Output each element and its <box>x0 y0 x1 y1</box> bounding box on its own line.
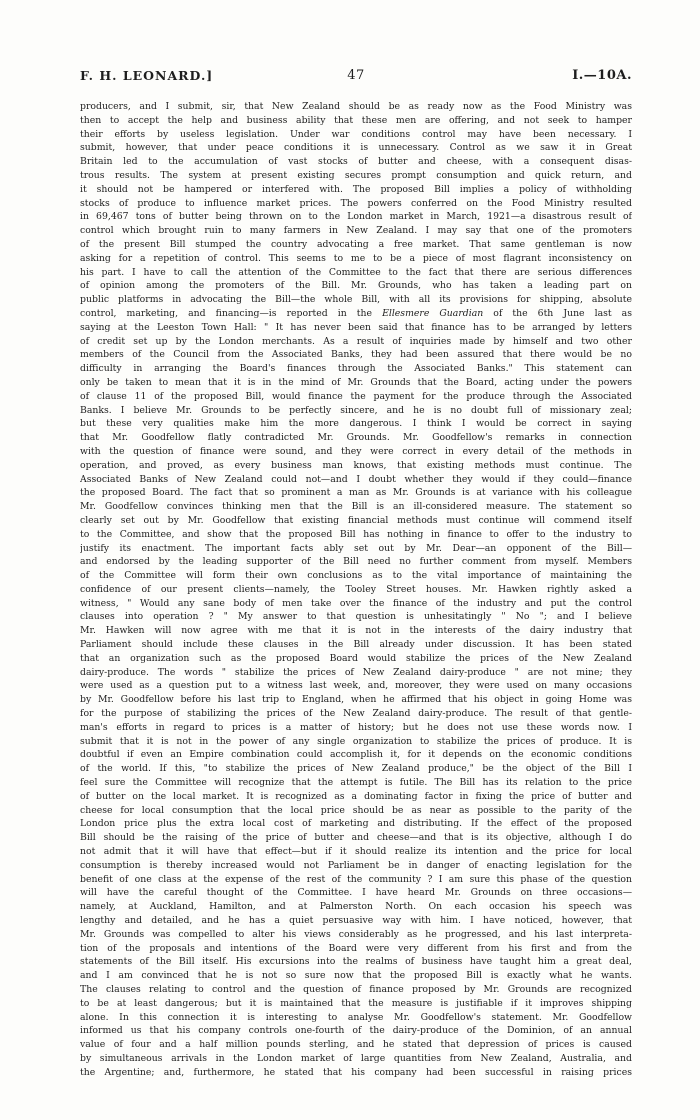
text-line: for the purpose of stabilizing the prices of the New Zealand dairy-produce. The result of that gentle- <box>80 708 632 720</box>
text-line: feel sure the Committee will recognize that the attempt is futile. The Bill has its relation to the price <box>80 777 632 789</box>
text-line: Parliament should include these clauses in the Bill already under discussion. It has been stated <box>80 639 632 651</box>
text-line: only be taken to mean that it is in the mind of Mr. Grounds that the Board, acting under the powers <box>80 376 632 388</box>
text-line: of the world. If this, "to stabilize the prices of New Zealand produce," be the object of the Bill I <box>80 763 632 775</box>
text-line: of butter on the local market. It is recognized as a dominating factor in fixing the price of butter and <box>80 790 632 802</box>
text-line: namely, at Auckland, Hamilton, and at Palmerston North. On each occasion his speech was <box>80 901 632 913</box>
text-line: producers, and I submit, sir, that New Zealand should be as ready now as the Food Ministry was <box>80 101 632 112</box>
text-line: Banks. I believe Mr. Grounds to be perfectly sincere, and he is no doubt full of missionary zeal; <box>80 404 632 416</box>
text-line: members of the Council from the Associated Banks, they had been assured that there would be no <box>80 349 632 361</box>
running-header <box>80 68 632 90</box>
text-line: stocks of produce to influence market prices. The powers conferred on the Food Ministry resulted <box>80 197 632 209</box>
text-line: The clauses relating to control and the question of finance proposed by Mr. Grounds are recognized <box>80 984 632 995</box>
page-number: 47 <box>347 68 365 83</box>
text-line: that Mr. Goodfellow flatly contradicted Mr. Grounds. Mr. Goodfellow's remarks in connection <box>80 432 632 444</box>
text-line: consumption is thereby increased would not Parliament be in danger of enacting legislation for the <box>80 859 632 871</box>
text-line: will have the careful thought of the Committee. I have heard Mr. Grounds on three occasions— <box>80 887 632 899</box>
text-line: value of four and a half million pounds sterling, and he stated that depression of prices is caused <box>80 1039 632 1051</box>
text-line: of clause 11 of the proposed Bill, would finance the payment for the produce through the Associated <box>80 390 632 402</box>
text-line: but these very qualities make him the more dangerous. I think I would be correct in saying <box>80 418 632 430</box>
text-line: Mr. Hawken will now agree with me that it is not in the interests of the dairy industry that <box>80 625 632 637</box>
text-line: man's efforts in regard to prices is a matter of history; but he does not use these words now. I <box>80 721 632 733</box>
text-line: the proposed Board. The fact that so prominent a man as Mr. Grounds is at variance with his colleague <box>80 487 632 499</box>
text-line: London price plus the extra local cost of marketing and distributing. If the effect of the proposed <box>80 818 632 830</box>
text-line: asking for a repetition of control. This seems to me to be a piece of most flagrant inconsistency on <box>80 252 632 264</box>
text-line: that an organization such as the proposed Board would stabilize the prices of the New Zealand <box>80 652 632 664</box>
text-line: clauses into operation ? " My answer to that question is unhesitatingly " No "; and I believe <box>80 611 632 623</box>
text-line: with the question of finance were sound, and they were correct in every detail of the methods in <box>80 445 632 457</box>
text-line: of credit set up by the London merchants. As a result of inquiries made by himself and two other <box>80 335 632 347</box>
speaker-name: F. H. LEONARD.] <box>80 68 214 83</box>
text-line: not admit that it will have that effect—but if it should realize its intention and the price for local <box>80 846 632 858</box>
text-line: their efforts by useless legislation. Under war conditions control may have been necessary. I <box>80 128 632 140</box>
text-line: his part. I have to call the attention of the Committee to the fact that there are serious differences <box>80 266 632 278</box>
text-line: of the present Bill stumped the country advocating a free market. That same gentleman is now <box>80 238 632 250</box>
text-line: benefit of one class at the expense of the rest of the community ? I am sure this phase of the question <box>80 873 632 885</box>
text-line: it should not be hampered or interfered with. The proposed Bill implies a policy of withholding <box>80 183 632 195</box>
text-line: Mr. Grounds was compelled to alter his views considerably as he progressed, and his last interpreta- <box>80 928 632 940</box>
text-line: of the Committee will form their own conclusions as to the vital importance of maintaining the <box>80 570 632 582</box>
text-line: of opinion among the promoters of the Bill. Mr. Grounds, who has taken a leading part on <box>80 280 632 292</box>
paper-reference: I.—10A. <box>572 68 632 83</box>
text-line: the Argentine; and, furthermore, he stated that his company had been successful in raising prices <box>80 1066 632 1078</box>
text-line: submit, however, that under peace conditions it is unnecessary. Control as we saw it in Great <box>80 142 632 154</box>
text-line: Bill should be the raising of the price of butter and cheese—and that is its objective, although I do <box>80 832 632 844</box>
text-line: doubtful if even an Empire combination could accomplish it, for it depends on the economic conditions <box>80 749 632 761</box>
text-line: informed us that his company controls one-fourth of the dairy-produce of the Dominion, of an annual <box>80 1025 632 1037</box>
text-line: control, marketing, and financing—is reported in the Ellesmere Guardian of the 6th June last as <box>80 307 632 319</box>
text-line: Associated Banks of New Zealand could not—and I doubt whether they would if they could—finance <box>80 473 632 485</box>
text-line: saying at the Leeston Town Hall: " It has never been said that finance has to be arranged by letters <box>80 321 632 333</box>
text-line: trous results. The system at present existing secures prompt consumption and quick return, and <box>80 169 632 181</box>
text-line: by Mr. Goodfellow before his last trip to England, when he affirmed that his object in going Home was <box>80 694 632 706</box>
text-line: operation, and proved, as every business man knows, that existing methods must continue. The <box>80 459 632 471</box>
text-line: submit that it is not in the power of any single organization to stabilize the prices of produce. It is <box>80 735 632 747</box>
text-line: statements of the Bill itself. His excursions into the realms of business have taught him a great deal, <box>80 956 632 968</box>
text-line: alone. In this connection it is interesting to analyse Mr. Goodfellow's statement. Mr. Goodfellow <box>80 1011 632 1023</box>
text-line: by simultaneous arrivals in the London market of large quantities from New Zealand, Australia, and <box>80 1052 632 1064</box>
body-text <box>80 100 632 1080</box>
text-line: lengthy and detailed, and he has a quiet persuasive way with him. I have noticed, however, that <box>80 915 632 927</box>
text-line: cheese for local consumption that the local price should be as near as possible to the parity of the <box>80 804 632 816</box>
text-line: Britain led to the accumulation of vast stocks of butter and cheese, with a consequent disas- <box>80 156 632 168</box>
text-line: difficulty in arranging the Board's finances through the Associated Banks." This statement can <box>80 363 632 375</box>
text-line: in 69,467 tons of butter being thrown on to the London market in March, 1921—a disastrous result of <box>80 211 632 223</box>
text-line: to the Committee, and show that the proposed Bill has nothing in finance to offer to the industry to <box>80 528 632 540</box>
text-line: were used as a question put to a witness last week, and, moreover, they were used on many occasions <box>80 680 632 692</box>
text-line: witness, " Would any sane body of men take over the finance of the industry and put the control <box>80 597 632 609</box>
text-line: justify its enactment. The important facts ably set out by Mr. Dear—an opponent of the Bill— <box>80 542 632 554</box>
text-line: control which brought ruin to many farmers in New Zealand. I may say that one of the promoters <box>80 225 632 237</box>
text-line: and endorsed by the leading supporter of the Bill need no further comment from myself. Members <box>80 556 632 568</box>
text-line: Mr. Goodfellow convinces thinking men that the Bill is an ill-considered measure. The statement so <box>80 501 632 513</box>
text-line: and I am convinced that he is not so sure now that the proposed Bill is exactly what he wants. <box>80 970 632 982</box>
text-line: clearly set out by Mr. Goodfellow that existing financial methods must continue will commend itself <box>80 514 632 526</box>
text-line: dairy-produce. The words " stabilize the prices of New Zealand dairy-produce " are not mine; they <box>80 666 632 678</box>
text-line: then to accept the help and business ability that these men are offering, and not seek to hamper <box>80 114 632 126</box>
text-line: public platforms in advocating the Bill—the whole Bill, with all its provisions for shipping, absolute <box>80 294 632 306</box>
text-line: tion of the proposals and intentions of the Board were very different from his first and from the <box>80 942 632 954</box>
text-line: confidence of our present clients—namely, the Tooley Street houses. Mr. Hawken rightly asked a <box>80 583 632 595</box>
text-line: to be at least dangerous; but it is maintained that the measure is justifiable if it improves shipping <box>80 997 632 1009</box>
